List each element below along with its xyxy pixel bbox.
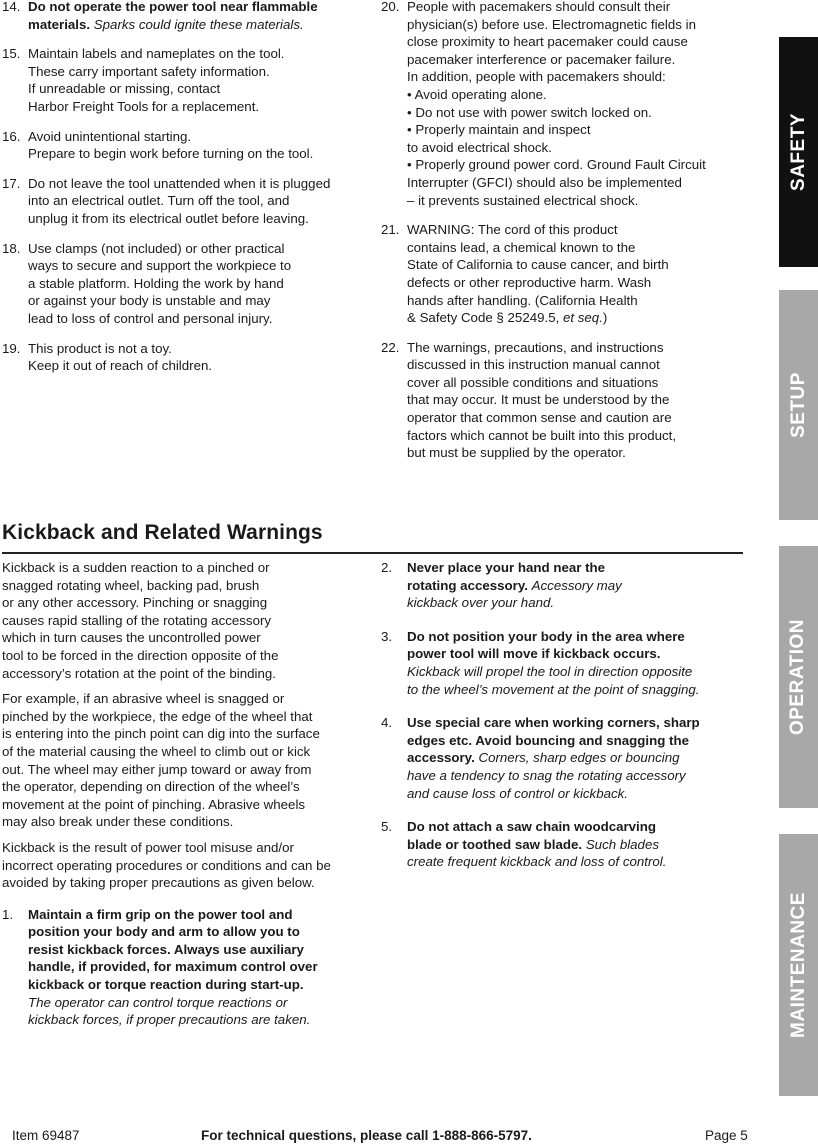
footer-page-number: Page 5 (705, 1128, 748, 1143)
item-number: 14. (2, 0, 21, 14)
section-heading: Kickback and Related Warnings (2, 521, 323, 544)
kickback-paragraph: Kickback is the result of power tool misuse and/or incorrect operating procedures or conditions and can be avoided by taking proper precautions as given below. (2, 839, 331, 891)
item-italic-text: Such blades create frequent kickback and loss of control. (407, 836, 667, 870)
tab-maintenance-label: MAINTENANCE (787, 892, 809, 1038)
tab-setup[interactable] (779, 290, 818, 520)
footer-contact: For technical questions, please call 1-888-866-5797. (201, 1128, 532, 1143)
tab-maintenance[interactable] (779, 834, 818, 1096)
item-italic-text: Accessory may kickback over your hand. (407, 577, 622, 611)
safety-item-21 (381, 221, 766, 327)
item-number: 20. (381, 0, 400, 14)
item-text: This product is not a toy. Keep it out of reach of children. (28, 340, 213, 374)
item-text-tail: ) (602, 310, 608, 326)
item-bold-text: Never place your hand near the rotating accessory. (407, 560, 606, 593)
item-number: 17. (2, 175, 21, 191)
item-text: Do not leave the tool unattended when it is plugged into an electrical outlet. Turn off the tool, and unplug it from its electrical outlet before leaving. (28, 175, 331, 226)
kickback-paragraph: Kickback is a sudden reaction to a pinched or snagged rotating wheel, backing pad, brush or any other accessory. Pinching or snagging causes rapid stalling of the rotating accessory which in turn causes the uncontrolled power tool to be forced in the direction opposite of the accessory’s rotation at the point of the binding. (2, 560, 279, 681)
item-number: 4. (381, 715, 393, 731)
tab-safety[interactable] (779, 37, 818, 267)
safety-item-20 (381, 0, 766, 209)
item-number: 3. (381, 628, 393, 644)
kickback-item-2 (381, 559, 761, 612)
item-text: Use clamps (not included) or other practical ways to secure and support the workpiece to a stable platform. Holding the work by hand or against your body is unstable and may lead to loss of control and personal injury. (28, 240, 292, 326)
item-bold-text: Maintain a firm grip on the power tool and position your body and arm to allow you to resist kickback forces. Always use auxiliary handle, if provided, for maximum control over kickback or torque reaction during start-up. (28, 906, 318, 993)
tab-safety-label: SAFETY (787, 113, 809, 191)
item-text: People with pacemakers should consult their physician(s) before use. Electromagnetic fields in close proximity to heart pacemaker could cause pacemaker interference or pacemaker failure. In addition, people with pacemakers should: • Avoid operating alone. • Do not use with power switch locked on. • Properly maintain and inspect to avoid electrical shock. • Properly ground power cord. Ground Fault Circuit Interrupter (GFCI) should also be implemented – it prevents sustained electrical shock. (407, 0, 706, 208)
safety-item-19 (2, 340, 372, 375)
item-italic-text: et seq. (562, 310, 603, 326)
item-number: 2. (381, 560, 393, 575)
item-text: Maintain labels and nameplates on the tool. These carry important safety information. If unreadable or missing, contact Harbor Freight Tools for a replacement. (28, 46, 285, 114)
safety-item-14 (2, 0, 372, 33)
item-text (407, 221, 766, 327)
tab-setup-label: SETUP (787, 372, 809, 438)
kickback-item-1 (2, 906, 372, 1029)
heading-divider (2, 552, 743, 554)
item-number: 22. (381, 339, 400, 355)
item-italic-text: The operator can control torque reactions or kickback forces, if proper precautions are taken. (28, 994, 311, 1028)
item-italic-text: Sparks could ignite these materials. (93, 16, 304, 32)
item-number: 18. (2, 240, 21, 256)
kickback-right-column (381, 559, 761, 883)
item-number: 15. (2, 46, 21, 62)
tab-operation[interactable] (779, 546, 818, 808)
item-number: 16. (2, 128, 21, 144)
kickback-item-3 (381, 628, 761, 698)
item-number: 1. (2, 906, 14, 922)
safety-item-16 (2, 128, 372, 163)
item-bold-text: Use special care when working corners, sharp edges etc. Avoid bouncing and snagging the accessory. (407, 715, 700, 766)
item-number: 21. (381, 222, 400, 238)
item-bold-text: Do not attach a saw chain woodcarving blade or toothed saw blade. (407, 819, 656, 852)
safety-item-17 (2, 175, 372, 228)
item-italic-text: Corners, sharp edges or bouncing have a tendency to snag the rotating accessory and cause loss of control or kickback. (407, 750, 686, 801)
kickback-paragraph: For example, if an abrasive wheel is snagged or pinched by the workpiece, the edge of the wheel that is entering into the pinch point can dig into the surface of the material causing the wheel to climb out or kick out. The wheel may either jump toward or away from the operator, depending on direction of the wheel’s movement at the point of pinching. Abrasive wheels may also break under these conditions. (2, 691, 320, 830)
footer-item-number: Item 69487 (12, 1128, 80, 1143)
safety-item-22 (381, 339, 766, 462)
safety-item-18 (2, 240, 372, 328)
item-text: The warnings, precautions, and instructions discussed in this instruction manual cannot cover all possible conditions and situations that may occur. It must be understood by the operator that common sense and caution are factors which cannot be built into this product, but must be supplied by the operator. (407, 339, 677, 461)
tab-operation-label: OPERATION (787, 618, 809, 736)
kickback-item-5 (381, 818, 761, 871)
right-top-column (381, 0, 766, 474)
item-number: 5. (381, 819, 393, 835)
left-top-column (2, 0, 372, 387)
kickback-item-4 (381, 714, 761, 802)
item-bold-text: Do not position your body in the area where power tool will move if kickback occurs. (407, 628, 685, 662)
item-text-main: WARNING: The cord of this product contains lead, a chemical known to the State of California to cause cancer, and birth defects or other reproductive harm. Wash hands after handling. (California Health & Safety Code § 25249.5, (407, 222, 669, 326)
item-bold-text: Do not operate the power tool near flammable materials. (28, 0, 318, 32)
item-italic-text: Kickback will propel the tool in direction opposite to the wheel’s movement at the point of snagging. (407, 663, 700, 697)
item-number: 19. (2, 340, 21, 356)
item-text: Avoid unintentional starting. Prepare to begin work before turning on the tool. (28, 128, 314, 162)
safety-item-15 (2, 45, 372, 115)
kickback-left-column (2, 559, 372, 1041)
